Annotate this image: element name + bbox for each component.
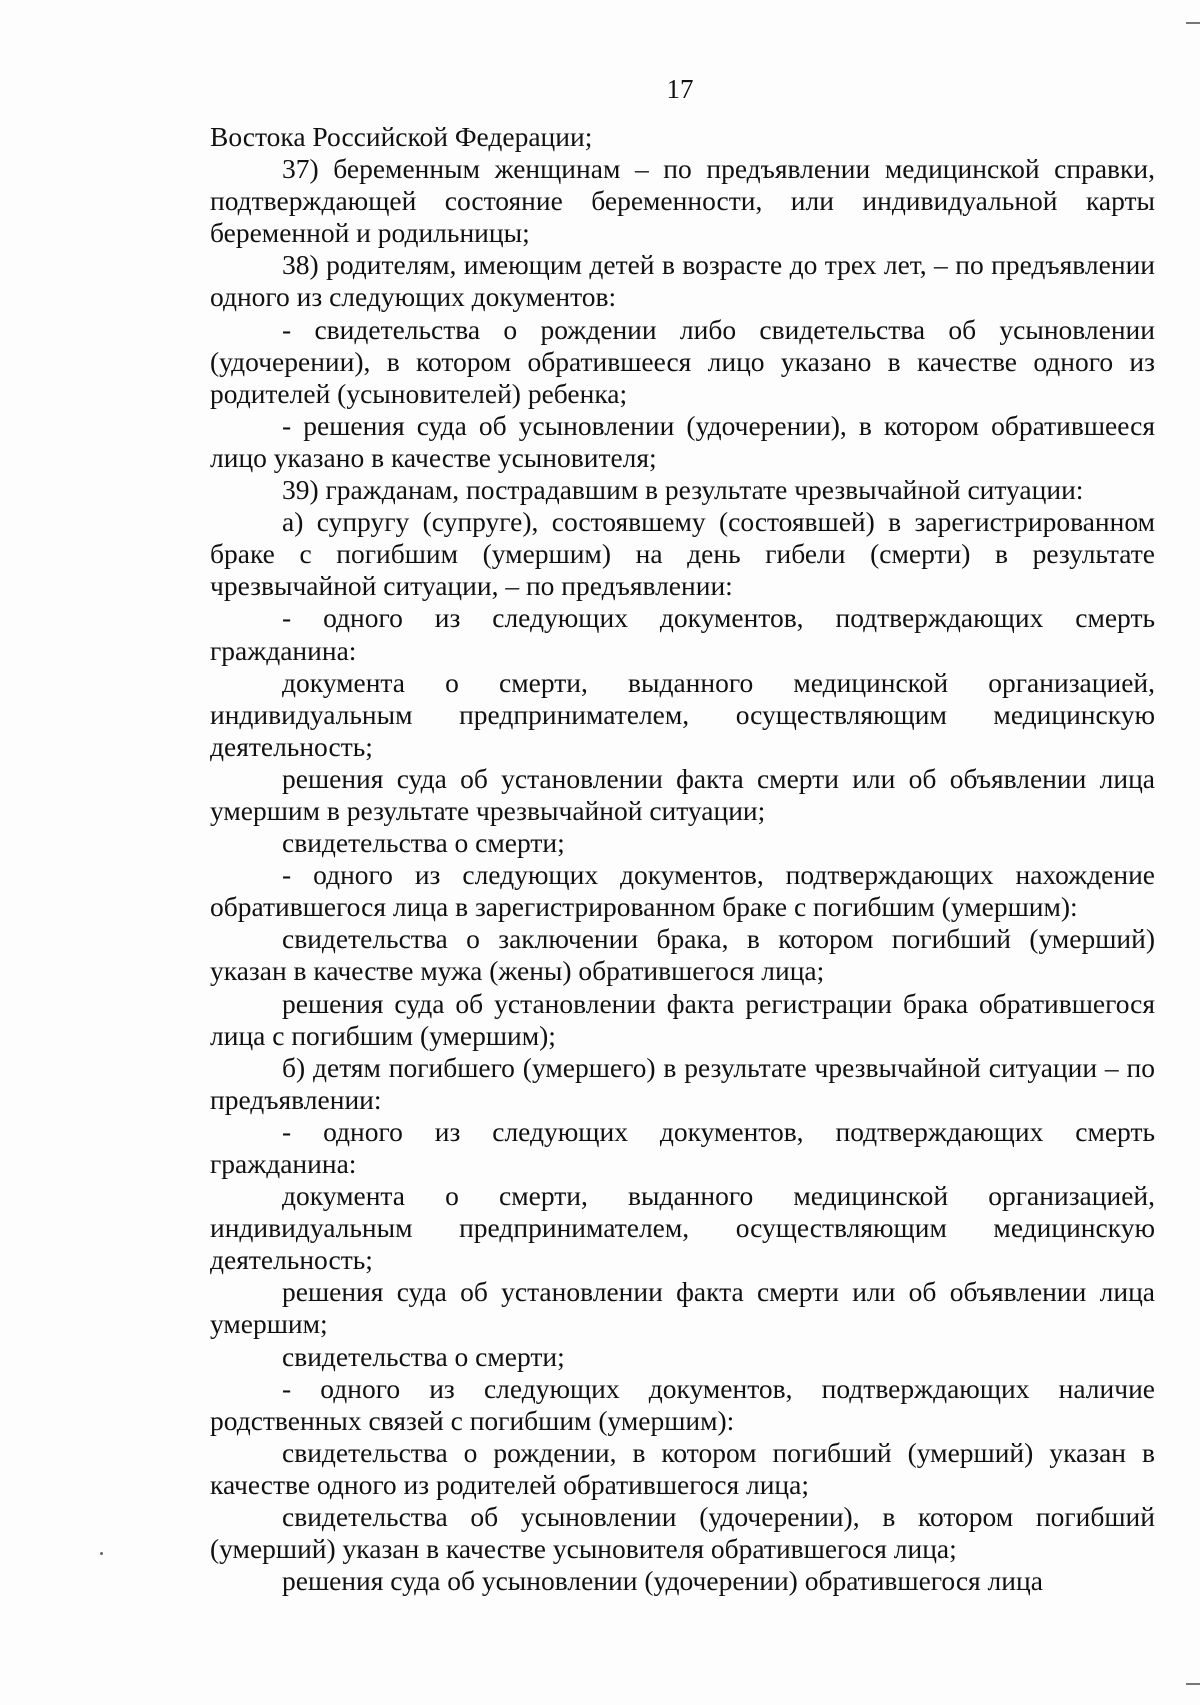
document-paragraph: решения суда об установлении факта смерти или об объявлении лица умершим в результате чрезвычайной ситуации; — [210, 762, 1155, 826]
document-paragraph: решения суда об усыновлении (удочерении) обратившегося лица — [282, 1565, 1043, 1597]
scan-edge-mark — [1186, 1683, 1200, 1685]
document-paragraph: свидетельства о рождении, в котором погибший (умерший) указан в качестве одного из родителей обратившегося лица; — [210, 1436, 1155, 1500]
document-paragraph: документа о смерти, выданного медицинской организацией, индивидуальным предпринимателем, осуществляющим медицинскую деятельность; — [210, 1180, 1155, 1276]
document-paragraph: решения суда об установлении факта смерти или об объявлении лица умершим; — [210, 1276, 1155, 1340]
document-paragraph: свидетельства о смерти; — [282, 1340, 565, 1372]
scan-speck — [100, 1552, 103, 1555]
document-body — [210, 121, 1155, 1597]
document-paragraph: - одного из следующих документов, подтверждающих смерть гражданина: — [210, 1115, 1155, 1179]
document-paragraph: - свидетельства о рождении либо свидетельства об усыновлении (удочерении), в котором обратившееся лицо указано в качестве одного из родителей (усыновителей) ребенка; — [210, 313, 1155, 409]
document-paragraph: решения суда об установлении факта регистрации брака обратившегося лица с погибшим (умершим); — [210, 987, 1155, 1051]
page-number: 17 — [666, 74, 694, 104]
document-paragraph: - одного из следующих документов, подтверждающих наличие родственных связей с погибшим (умершим): — [210, 1372, 1155, 1436]
document-paragraph: 39) гражданам, пострадавшим в результате чрезвычайной ситуации: — [282, 474, 1084, 506]
document-paragraph: - одного из следующих документов, подтверждающих смерть гражданина: — [210, 602, 1155, 666]
document-paragraph: Востока Российской Федерации; — [210, 121, 593, 152]
scan-edge-mark — [1186, 22, 1200, 24]
document-paragraph: - одного из следующих документов, подтверждающих нахождение обратившегося лица в зарегистрированном браке с погибшим (умершим): — [210, 859, 1155, 923]
document-paragraph: свидетельства о смерти; — [282, 827, 565, 859]
document-paragraph: 38) родителям, имеющим детей в возрасте до трех лет, – по предъявлении одного из следующих документов: — [210, 249, 1155, 313]
document-paragraph: документа о смерти, выданного медицинской организацией, индивидуальным предпринимателем, осуществляющим медицинскую деятельность; — [210, 666, 1155, 762]
document-paragraph: свидетельства об усыновлении (удочерении), в котором погибший (умерший) указан в качестве усыновителя обратившегося лица; — [210, 1501, 1155, 1565]
document-paragraph: - решения суда об усыновлении (удочерении), в котором обратившееся лицо указано в качестве усыновителя; — [210, 409, 1155, 473]
document-paragraph: а) супругу (супруге), состоявшему (состоявшей) в зарегистрированном браке с погибшим (умершим) на день гибели (смерти) в результате чрезвычайной ситуации, – по предъявлении: — [210, 506, 1155, 602]
document-paragraph: б) детям погибшего (умершего) в результате чрезвычайной ситуации – по предъявлении: — [210, 1051, 1155, 1115]
document-paragraph: 37) беременным женщинам – по предъявлении медицинской справки, подтверждающей состояние беременности, или индивидуальной карты беременной и родильницы; — [210, 153, 1155, 249]
document-paragraph: свидетельства о заключении брака, в котором погибший (умерший) указан в качестве мужа (жены) обратившегося лица; — [210, 923, 1155, 987]
